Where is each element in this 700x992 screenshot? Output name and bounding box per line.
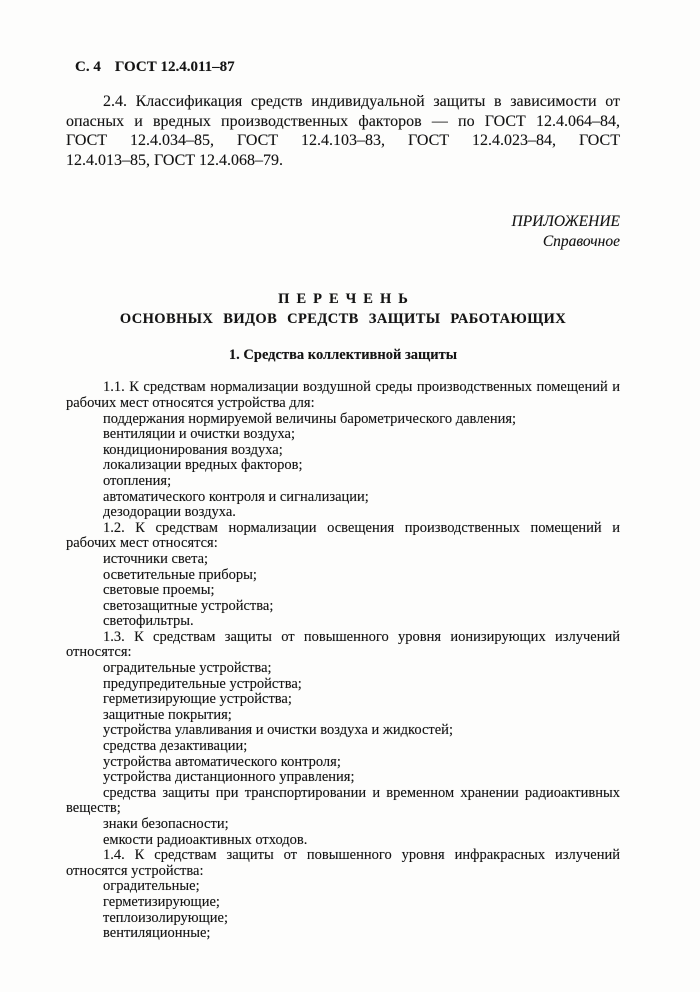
paragraph: устройства дистанционного управления; [103, 769, 355, 786]
paragraph: устройства улавливания и очистки воздуха и жидкостей; [103, 722, 453, 739]
paragraph: светозащитные устройства; [103, 597, 274, 614]
paragraph: поддержания нормируемой величины барометрического давления; [103, 410, 517, 427]
annex-subtitle: Справочное [542, 233, 620, 251]
clause-2-4-line: опасных и вредных производственных факторов — по ГОСТ 12.4.064–84, [66, 112, 620, 130]
paragraph: вентиляции и очистки воздуха; [103, 426, 295, 443]
paragraph: емкости радиоактивных отходов. [103, 831, 308, 848]
paragraph: герметизирующие устройства; [103, 691, 292, 708]
paragraph: дезодорации воздуха. [103, 504, 236, 521]
paragraph: осветительные приборы; [103, 566, 257, 583]
paragraph: защитные покрытия; [103, 706, 232, 723]
section-1-heading: 1. Средства коллективной защиты [228, 347, 458, 364]
paragraph: 1.3. К средствам защиты от повышенного уровня ионизирующих излучений относятся: [66, 628, 620, 661]
page-header [66, 0, 620, 76]
paragraph: 1.2. К средствам нормализации освещения производственных помещений и рабочих мест относятся: [66, 519, 620, 552]
paragraph: 1.4. К средствам защиты от повышенного уровня инфракрасных излучений относятся устройства: [66, 847, 620, 879]
annex-title: ПРИЛОЖЕНИЕ [511, 213, 620, 231]
paragraph: средства дезактивации; [103, 738, 248, 755]
clause-2-4-line: 12.4.013–85, ГОСТ 12.4.068–79. [66, 151, 284, 169]
appendix-title-line2: ОСНОВНЫХ ВИДОВ СРЕДСТВ ЗАЩИТЫ РАБОТАЮЩИХ [119, 311, 567, 328]
paragraph: предупредительные устройства; [103, 675, 302, 692]
annex-label-block [66, 212, 620, 252]
paragraph: устройства автоматического контроля; [103, 753, 341, 770]
paragraph: светофильтры. [103, 613, 194, 630]
page-content [66, 0, 620, 942]
appendix-title-line1: ПЕРЕЧЕНЬ [278, 291, 415, 308]
paragraph: вентиляционные; [103, 925, 211, 942]
paragraph: теплоизолирующие; [103, 909, 229, 926]
standard-number-label: ГОСТ 12.4.011–87 [114, 59, 235, 75]
paragraph: отопления; [103, 472, 172, 489]
paragraph: оградительные устройства; [103, 660, 272, 677]
paragraph: световые проемы; [103, 582, 215, 599]
paragraph: герметизирующие; [103, 893, 220, 910]
paragraph: кондиционирования воздуха; [103, 441, 283, 458]
clause-2-4-paragraph [66, 92, 620, 170]
paragraph: локализации вредных факторов; [103, 457, 303, 474]
paragraph: автоматического контроля и сигнализации; [103, 488, 369, 505]
paragraph: 1.1. К средствам нормализации воздушной среды производственных помещений и рабочих мест относятся устройства для: [66, 379, 620, 411]
section-1-body [66, 380, 620, 941]
paragraph: оградительные; [103, 878, 200, 895]
clause-2-4-line: 2.4. Классификация средств индивидуальной защиты в зависимости от [103, 93, 620, 110]
paragraph: знаки безопасности; [103, 816, 229, 832]
page-number-label: С. 4 [75, 59, 101, 75]
clause-2-4-line: ГОСТ 12.4.034–85, ГОСТ 12.4.103–83, ГОСТ 12.4.023–84, ГОСТ [66, 132, 620, 150]
paragraph: средства защиты при транспортировании и временном хранении радиоактивных веществ; [66, 784, 620, 817]
paragraph: источники света; [103, 550, 209, 567]
appendix-title [66, 290, 620, 328]
